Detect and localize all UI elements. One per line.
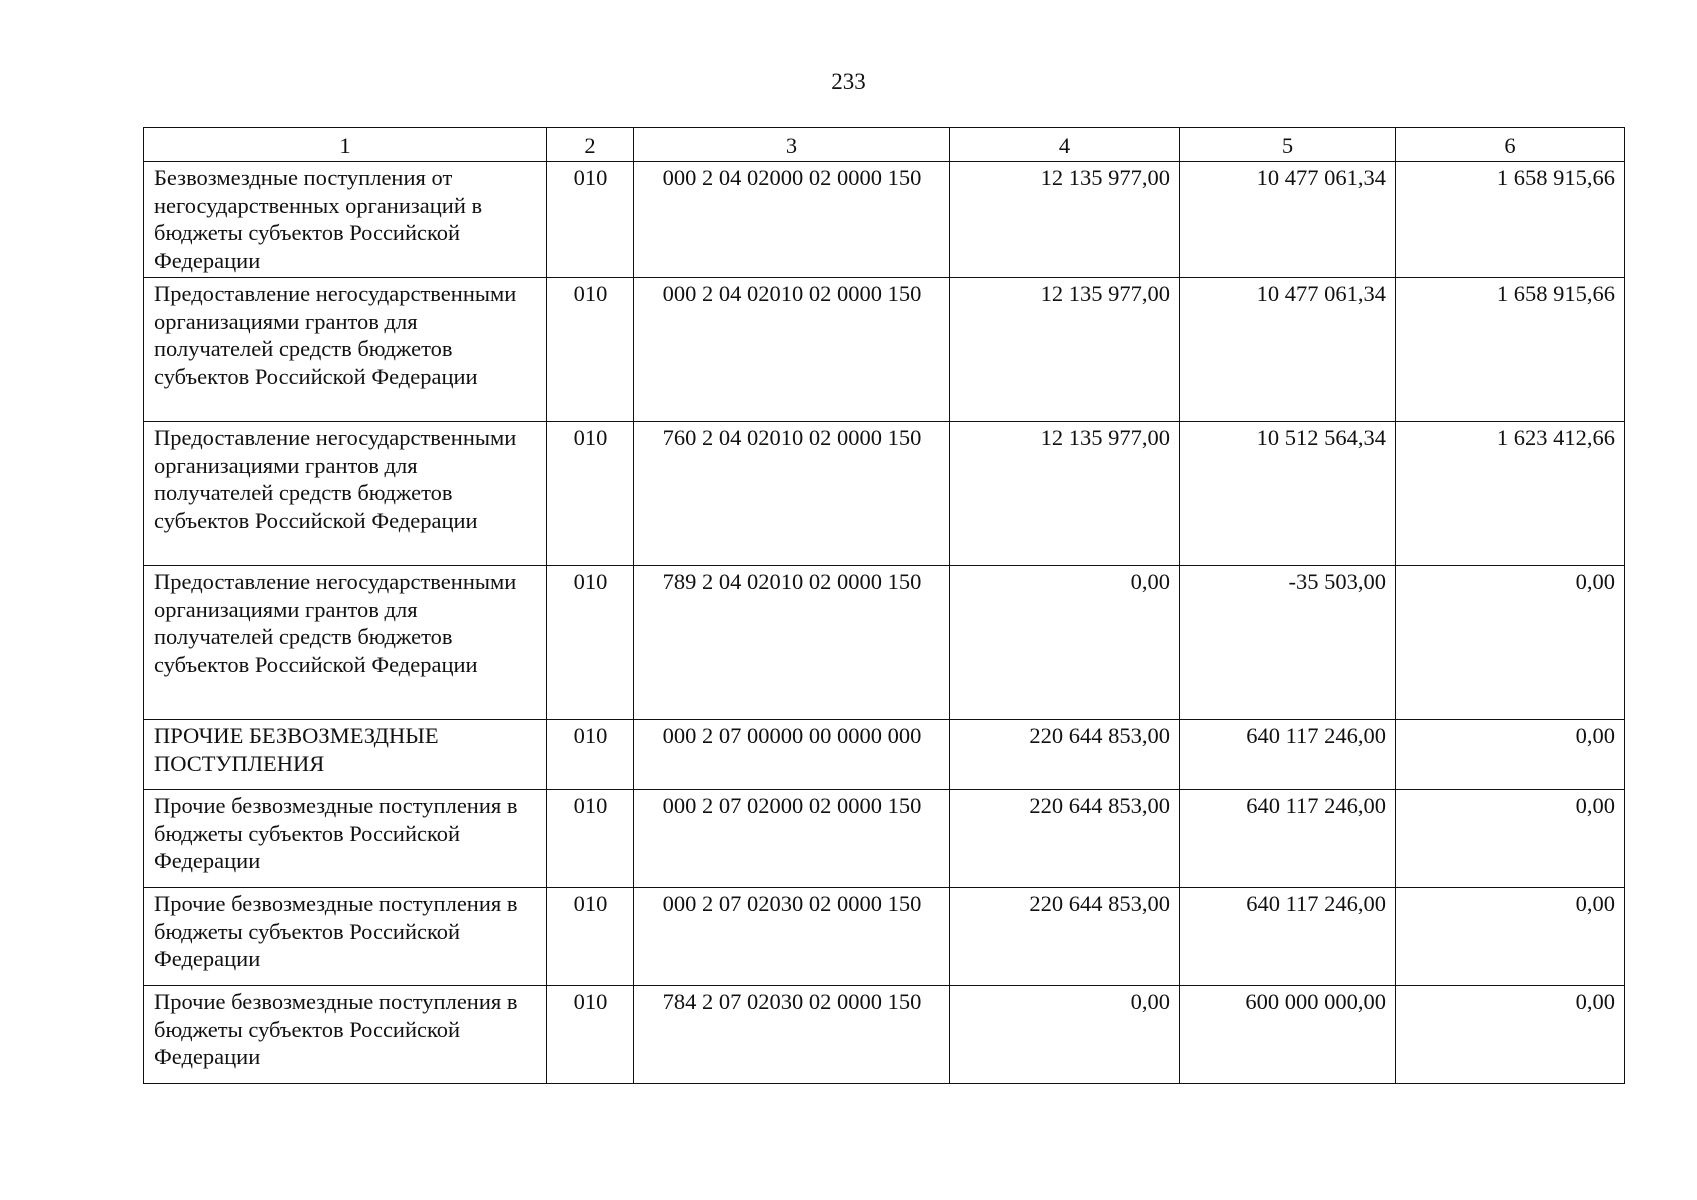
row-budget-code: 760 2 04 02010 02 0000 150 [634, 422, 950, 566]
row-col5-value: -35 503,00 [1180, 566, 1396, 720]
row-line-code: 010 [547, 566, 634, 720]
header-row [144, 128, 1625, 162]
header-col-1: 1 [144, 128, 547, 162]
table-row [144, 278, 1625, 422]
row-budget-code: 789 2 04 02010 02 0000 150 [634, 566, 950, 720]
row-col5-value: 640 117 246,00 [1180, 790, 1396, 888]
row-col5-value: 640 117 246,00 [1180, 888, 1396, 986]
row-budget-code: 000 2 07 02030 02 0000 150 [634, 888, 950, 986]
row-line-code: 010 [547, 888, 634, 986]
table-row [144, 422, 1625, 566]
row-col5-value: 10 512 564,34 [1180, 422, 1396, 566]
row-col5-value: 10 477 061,34 [1180, 162, 1396, 278]
budget-table [143, 127, 1625, 1084]
row-line-code: 010 [547, 986, 634, 1084]
table-row [144, 720, 1625, 790]
row-col4-value: 220 644 853,00 [950, 720, 1180, 790]
header-col-6: 6 [1396, 128, 1625, 162]
row-name: Безвозмездные поступления от негосударственных организаций в бюджеты субъектов Российской Федерации [144, 162, 547, 278]
row-col5-value: 600 000 000,00 [1180, 986, 1396, 1084]
table-header [144, 128, 1625, 162]
row-col6-value: 0,00 [1396, 790, 1625, 888]
row-col6-value: 0,00 [1396, 720, 1625, 790]
row-name: Предоставление негосударственными организациями грантов для получателей средств бюджетов субъектов Российской Федерации [144, 566, 547, 720]
header-col-3: 3 [634, 128, 950, 162]
row-col6-value: 1 658 915,66 [1396, 278, 1625, 422]
row-col4-value: 220 644 853,00 [950, 888, 1180, 986]
row-name: Предоставление негосударственными организациями грантов для получателей средств бюджетов субъектов Российской Федерации [144, 278, 547, 422]
header-col-4: 4 [950, 128, 1180, 162]
table-row [144, 566, 1625, 720]
table-row [144, 790, 1625, 888]
row-col6-value: 0,00 [1396, 986, 1625, 1084]
row-col4-value: 12 135 977,00 [950, 162, 1180, 278]
row-col4-value: 0,00 [950, 566, 1180, 720]
row-col4-value: 0,00 [950, 986, 1180, 1084]
row-budget-code: 000 2 07 00000 00 0000 000 [634, 720, 950, 790]
row-col6-value: 1 623 412,66 [1396, 422, 1625, 566]
row-budget-code: 000 2 07 02000 02 0000 150 [634, 790, 950, 888]
row-name: ПРОЧИЕ БЕЗВОЗМЕЗДНЫЕ ПОСТУПЛЕНИЯ [144, 720, 547, 790]
row-col6-value: 0,00 [1396, 566, 1625, 720]
row-budget-code: 000 2 04 02010 02 0000 150 [634, 278, 950, 422]
row-line-code: 010 [547, 720, 634, 790]
table-row [144, 888, 1625, 986]
row-col4-value: 12 135 977,00 [950, 422, 1180, 566]
row-line-code: 010 [547, 162, 634, 278]
header-col-5: 5 [1180, 128, 1396, 162]
row-col4-value: 220 644 853,00 [950, 790, 1180, 888]
table-row [144, 986, 1625, 1084]
row-col5-value: 640 117 246,00 [1180, 720, 1396, 790]
row-name: Прочие безвозмездные поступления в бюджеты субъектов Российской Федерации [144, 986, 547, 1084]
row-line-code: 010 [547, 278, 634, 422]
row-line-code: 010 [547, 790, 634, 888]
row-col5-value: 10 477 061,34 [1180, 278, 1396, 422]
row-line-code: 010 [547, 422, 634, 566]
row-col6-value: 1 658 915,66 [1396, 162, 1625, 278]
row-name: Прочие безвозмездные поступления в бюджеты субъектов Российской Федерации [144, 790, 547, 888]
row-name: Прочие безвозмездные поступления в бюджеты субъектов Российской Федерации [144, 888, 547, 986]
row-name: Предоставление негосударственными организациями грантов для получателей средств бюджетов субъектов Российской Федерации [144, 422, 547, 566]
row-budget-code: 000 2 04 02000 02 0000 150 [634, 162, 950, 278]
page-number: 233 [831, 69, 866, 94]
table-row [144, 162, 1625, 278]
row-col4-value: 12 135 977,00 [950, 278, 1180, 422]
row-col6-value: 0,00 [1396, 888, 1625, 986]
header-col-2: 2 [547, 128, 634, 162]
row-budget-code: 784 2 07 02030 02 0000 150 [634, 986, 950, 1084]
table-body [144, 162, 1625, 1084]
